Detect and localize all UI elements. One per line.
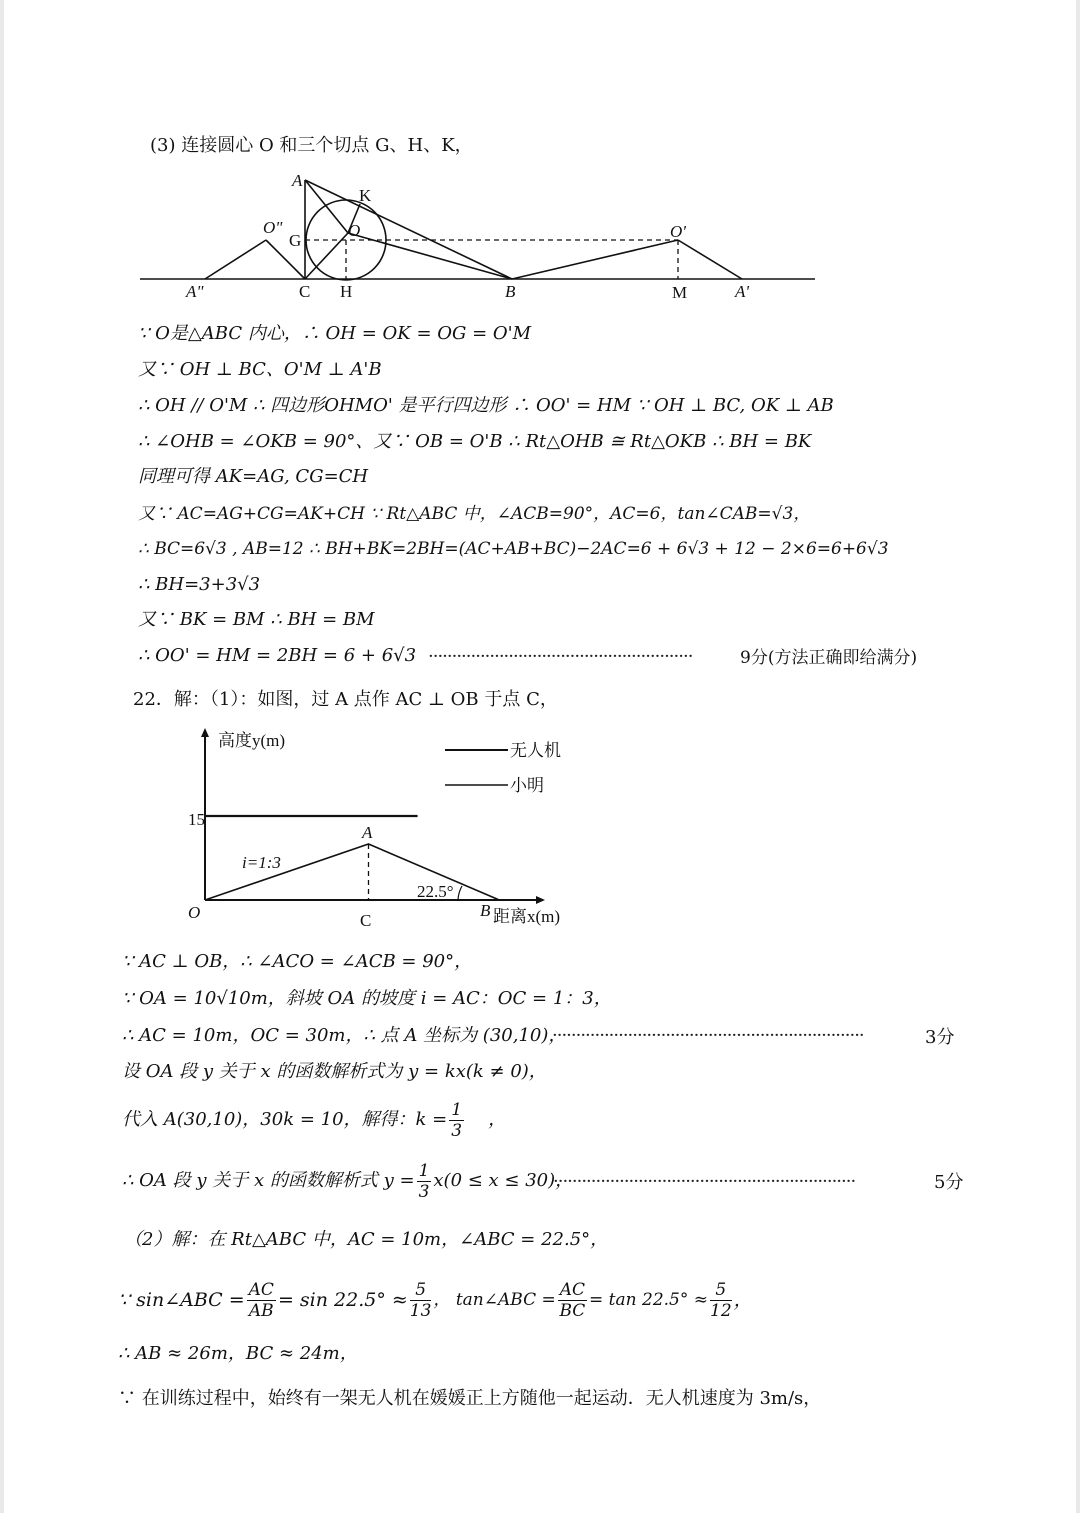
proof-line-3: ∴ OH // O'M ∴ 四边形OHMO' 是平行四边形 ∴ OO' = HM ∵ OH ⊥ BC, OK ⊥ AB: [138, 395, 834, 416]
frac-tan-val-num: 5: [710, 1280, 732, 1301]
frac-tan-num: AC: [559, 1279, 586, 1300]
frac-k: [449, 1100, 464, 1141]
proof-line-7: ∴ BC=6√3 , AB=12 ∴ BH+BK=2BH=(AC+AB+BC)−2AC=6 + 6√3 + 12 − 2×6=6+6√3: [138, 539, 889, 559]
frac-sin-den: AB: [248, 1300, 274, 1321]
proof-line-5: 同理可得 AK=AG, CG=CH: [138, 466, 369, 487]
dot-leader-9: ························································: [428, 646, 693, 667]
proof-line-4: ∴ ∠OHB = ∠OKB = 90°、又∵ OB = O'B ∴ Rt△OHB ≅ Rt△OKB ∴ BH = BK: [138, 431, 812, 452]
label-B: B: [505, 282, 516, 301]
point-label-A: A: [362, 823, 373, 842]
tan-pre: ， tan∠ABC =: [433, 1290, 556, 1310]
score-5: 5分: [934, 1172, 964, 1193]
dot-leader-3: ··································································: [552, 1025, 864, 1046]
q22-line-5-text: 代入 A(30,10)，30k = 10，解得：k =: [122, 1109, 448, 1130]
label-H: H: [340, 282, 353, 301]
proof-line-6: 又∵ AC=AG+CG=AK+CH ∵ Rt△ABC 中，∠ACB=90°，AC=6，tan∠CAB=√3，: [138, 504, 811, 524]
point-label-C: C: [360, 911, 372, 930]
label-C: C: [299, 282, 311, 301]
slope-label: i=1:3: [242, 853, 281, 872]
frac-sin: [247, 1280, 276, 1321]
frac-sin-val: [410, 1280, 432, 1321]
tan-mid: = tan 22.5° ≈: [589, 1290, 708, 1310]
q22-line-7: （2）解：在 Rt△ABC 中，AC = 10m，∠ABC = 22.5°，: [124, 1229, 609, 1250]
frac-tan-val-den: 12: [710, 1300, 732, 1321]
q22-line-8-end: ，: [733, 1289, 753, 1311]
frac-tan: [558, 1280, 587, 1321]
proof-line-9: 又∵ BK = BM ∴ BH = BM: [138, 609, 375, 630]
q22-line-8: [118, 1272, 753, 1328]
q22-line-4: 设 OA 段 y 关于 x 的函数解析式为 y = kx(k ≠ 0)，: [122, 1061, 547, 1082]
y-axis-arrow: [201, 728, 209, 737]
label-A1: A': [735, 282, 750, 301]
q22-line-6: [122, 1157, 573, 1205]
point-label-O: O: [188, 903, 201, 922]
label-K: K: [359, 186, 372, 205]
q22-line-3: ∴ AC = 10m，OC = 30m，∴ 点 A 坐标为 (30,10)，: [122, 1025, 567, 1046]
proof-line-2: 又∵ OH ⊥ BC、O'M ⊥ A'B: [138, 359, 382, 380]
frac-k-num: 1: [451, 1099, 463, 1120]
frac-f: [417, 1161, 432, 1202]
q22-line-10: ∵ 在训练过程中，始终有一架无人机在媛媛正上方随他一起运动．无人机速度为 3m/s，: [118, 1388, 822, 1409]
frac-sin-num: AC: [248, 1279, 274, 1300]
label-A2: A": [186, 282, 204, 301]
q22-line-8-text: ∵ sin∠ABC =: [118, 1289, 245, 1311]
point-label-B: B: [480, 901, 491, 920]
score-3: 3分: [925, 1027, 955, 1048]
label-A: A: [292, 171, 303, 190]
label-M: M: [672, 283, 688, 302]
y-tick-15: 15: [188, 810, 205, 829]
angle-label: 22.5°: [417, 882, 454, 901]
frac-tan-val: [710, 1280, 732, 1321]
q22-heading: 22．解：（1）：如图，过 A 点作 AC ⊥ OB 于点 C，: [133, 689, 558, 710]
q22-line-6-text: ∴ OA 段 y 关于 x 的函数解析式 y =: [122, 1170, 415, 1191]
q22-line-5: [122, 1096, 506, 1144]
legend-label-drone: 无人机: [510, 741, 561, 760]
x-axis-arrow: [536, 896, 545, 904]
score-9: 9分(方法正确即给满分): [740, 648, 918, 668]
label-O1: O': [670, 222, 686, 241]
label-O: O: [348, 221, 361, 240]
frac-sin-val-num: 5: [410, 1280, 432, 1301]
sin-mid: = sin 22.5° ≈: [277, 1289, 408, 1311]
part3-heading: (3) 连接圆心 O 和三个切点 G、H、K，: [150, 135, 473, 156]
legend-label-xiaoming: 小明: [510, 776, 544, 795]
label-O2: O": [263, 218, 283, 237]
q22-line-6-rest: x(0 ≤ x ≤ 30)，: [433, 1170, 574, 1191]
y-axis-label: 高度y(m): [218, 731, 286, 750]
q22-line-2: ∵ OA = 10√10m，斜坡 OA 的坡度 i = AC：OC = 1：3，: [122, 988, 612, 1009]
proof-line-8: ∴ BH=3+3√3: [138, 574, 261, 595]
frac-sin-val-den: 13: [409, 1300, 432, 1321]
angle-arc: [458, 886, 462, 900]
proof-final: ∴ OO' = HM = 2BH = 6 + 6√3: [138, 645, 417, 666]
label-G: G: [289, 231, 302, 250]
frac-tan-den: BC: [559, 1300, 586, 1321]
dot-leader-5: ································································: [553, 1171, 856, 1192]
x-axis-label: 距离x(m): [493, 907, 561, 926]
proof-line-1: ∵ O是△ABC 内心，∴ OH = OK = OG = O'M: [138, 323, 532, 344]
q22-line-1: ∵ AC ⊥ OB，∴ ∠ACO = ∠ACB = 90°，: [122, 951, 473, 972]
frac-f-den: 3: [418, 1181, 430, 1202]
q22-line-5-comma: ，: [488, 1109, 507, 1130]
q22-line-9: ∴ AB ≈ 26m，BC ≈ 24m，: [118, 1343, 358, 1364]
frac-f-num: 1: [418, 1160, 430, 1181]
frac-k-den: 3: [451, 1120, 463, 1141]
